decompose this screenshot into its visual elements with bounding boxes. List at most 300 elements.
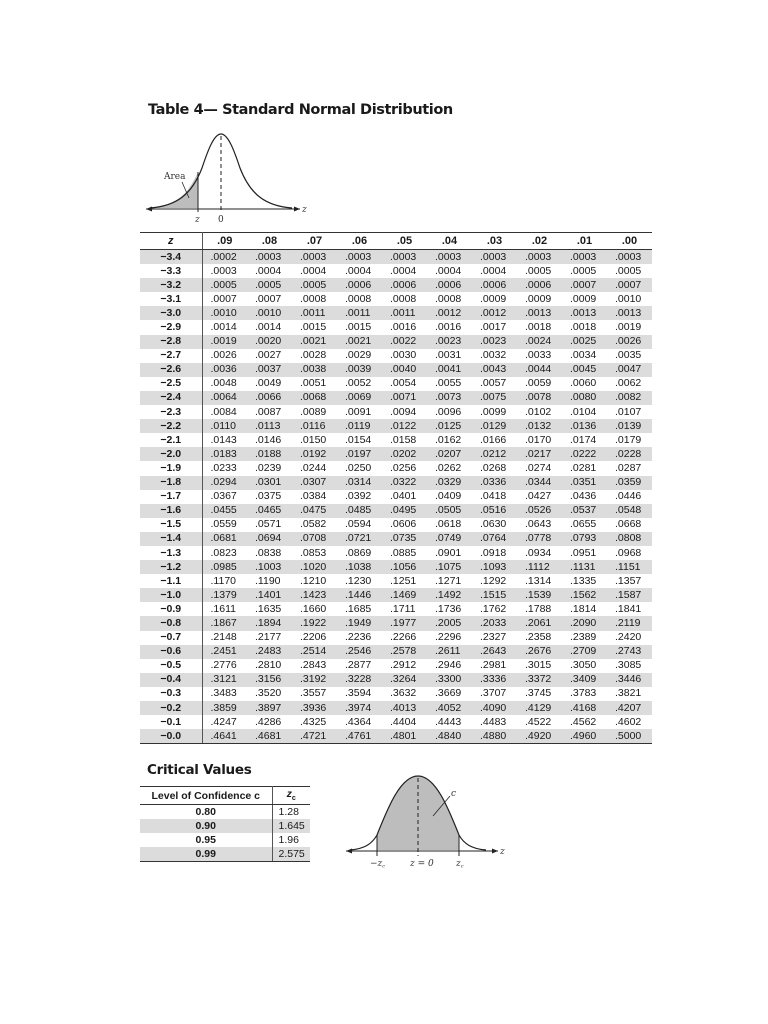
probability-cell: .0011 — [382, 306, 427, 320]
probability-cell: .4960 — [562, 729, 607, 744]
probability-cell: .0003 — [517, 250, 562, 265]
probability-cell: .2177 — [255, 631, 282, 644]
probability-cell: .0446 — [615, 490, 642, 503]
probability-cell: .0003 — [210, 264, 237, 277]
z-value-cell: −0.5 — [140, 659, 202, 673]
table-row — [140, 433, 652, 447]
probability-cell: .0287 — [615, 461, 642, 474]
z-value-cell: −2.7 — [140, 349, 202, 363]
probability-cell: .0314 — [337, 476, 382, 490]
probability-cell: .0367 — [210, 490, 237, 503]
z-value-cell: −3.1 — [140, 292, 202, 306]
probability-cell: .0003 — [562, 250, 607, 265]
probability-cell: .0262 — [435, 461, 462, 474]
probability-cell: .0322 — [382, 476, 427, 490]
table-row — [140, 645, 652, 659]
probability-cell: .0020 — [247, 335, 292, 349]
table-row — [140, 631, 652, 645]
probability-cell: .0250 — [345, 461, 372, 474]
probability-cell: .3228 — [337, 673, 382, 687]
probability-cell: .0885 — [390, 546, 417, 559]
probability-cell: .0024 — [517, 335, 562, 349]
probability-cell: .1660 — [300, 602, 327, 615]
axis-arrow-right — [294, 207, 300, 212]
probability-cell: .0014 — [255, 321, 282, 334]
probability-cell: .1949 — [337, 616, 382, 630]
probability-cell: .1112 — [517, 560, 562, 574]
central-area-normal-curve-figure — [342, 770, 512, 870]
probability-cell: .3156 — [247, 673, 292, 687]
probability-cell: .0465 — [247, 504, 292, 518]
probability-cell: .0228 — [607, 447, 652, 461]
probability-cell: .0005 — [525, 264, 552, 277]
probability-cell: .0104 — [570, 405, 597, 418]
probability-cell: .2119 — [607, 616, 652, 630]
probability-cell: .0013 — [517, 306, 562, 320]
probability-cell: .1020 — [292, 560, 337, 574]
probability-cell: .4562 — [570, 715, 597, 728]
probability-cell: .3121 — [202, 673, 247, 687]
probability-cell: .0068 — [292, 391, 337, 405]
probability-cell: .0202 — [382, 447, 427, 461]
probability-cell: .0035 — [615, 349, 642, 362]
z-value-cell: −2.1 — [140, 433, 202, 447]
zero-label: z = 0 — [410, 859, 434, 869]
probability-cell: .0002 — [202, 250, 247, 265]
probability-cell: .2877 — [345, 659, 372, 672]
probability-cell: .0207 — [427, 447, 472, 461]
probability-cell: .0013 — [562, 306, 607, 320]
probability-cell: .0233 — [210, 461, 237, 474]
svg-text:−zc — [370, 859, 385, 870]
zc-value-cell: 2.575 — [272, 847, 310, 862]
probability-cell: .0023 — [472, 335, 517, 349]
z-value-cell: −1.3 — [140, 546, 202, 560]
z-value-cell: −1.6 — [140, 504, 202, 518]
probability-cell: .0823 — [210, 546, 237, 559]
probability-cell: .3409 — [562, 673, 607, 687]
table-row — [140, 278, 652, 292]
probability-cell: .1003 — [247, 560, 292, 574]
probability-cell: .2578 — [382, 645, 427, 659]
z-value-cell: −0.6 — [140, 645, 202, 659]
probability-cell: .0239 — [255, 461, 282, 474]
probability-cell: .3085 — [615, 659, 642, 672]
table-row — [140, 546, 652, 560]
probability-cell: .0003 — [382, 250, 427, 265]
probability-cell: .3264 — [382, 673, 427, 687]
table-row — [140, 729, 652, 744]
probability-cell: .0012 — [427, 306, 472, 320]
z-value-cell: −1.5 — [140, 518, 202, 532]
probability-cell: .0039 — [337, 363, 382, 377]
probability-cell: .1894 — [247, 616, 292, 630]
probability-cell: .1190 — [255, 574, 281, 587]
probability-cell: .1271 — [435, 574, 462, 587]
probability-cell: .0009 — [525, 292, 552, 305]
probability-cell: .0294 — [202, 476, 247, 490]
pos-zc-label: z — [456, 859, 461, 869]
probability-cell: .0008 — [390, 292, 417, 305]
z-value-cell: −1.2 — [140, 560, 202, 574]
probability-cell: .0003 — [472, 250, 517, 265]
probability-cell: .0548 — [607, 504, 652, 518]
probability-cell: .2776 — [210, 659, 237, 672]
probability-cell: .0212 — [472, 447, 517, 461]
probability-cell: .1401 — [247, 588, 292, 602]
table-row — [140, 306, 652, 320]
probability-cell: .0021 — [337, 335, 382, 349]
probability-cell: .3015 — [525, 659, 552, 672]
probability-cell: .0017 — [480, 321, 507, 334]
probability-cell: .0021 — [292, 335, 337, 349]
column-header: .03 — [472, 233, 517, 250]
probability-cell: .0838 — [255, 546, 282, 559]
z-value-cell: −0.9 — [140, 602, 202, 616]
page-title: Table 4— Standard Normal Distribution — [148, 102, 453, 118]
critical-value-row — [140, 819, 310, 833]
table-row — [140, 476, 652, 490]
probability-cell: .4364 — [345, 715, 372, 728]
probability-cell: .0582 — [300, 518, 327, 531]
probability-cell: .2236 — [345, 631, 372, 644]
probability-cell: .2420 — [615, 631, 642, 644]
z-value-cell: −1.0 — [140, 588, 202, 602]
z-value-cell: −3.0 — [140, 306, 202, 320]
probability-cell: .0154 — [345, 433, 372, 446]
probability-cell: .4801 — [382, 729, 427, 744]
column-header: .07 — [292, 233, 337, 250]
area-label: Area — [164, 172, 186, 182]
probability-cell: .0119 — [337, 419, 382, 433]
probability-cell: .0010 — [202, 306, 247, 320]
zero-tick-label: 0 — [218, 215, 224, 225]
probability-cell: .0174 — [570, 433, 597, 446]
probability-cell: .0778 — [517, 532, 562, 546]
probability-cell: .0037 — [247, 363, 292, 377]
probability-cell: .0013 — [607, 306, 652, 320]
z-value-cell: −2.6 — [140, 363, 202, 377]
probability-cell: .3974 — [337, 701, 382, 715]
probability-cell: .0087 — [255, 405, 282, 418]
probability-cell: .2266 — [390, 631, 417, 644]
probability-cell: .0475 — [292, 504, 337, 518]
probability-cell: .1922 — [292, 616, 337, 630]
probability-cell: .0146 — [255, 433, 282, 446]
probability-cell: .0455 — [202, 504, 247, 518]
left-tail-normal-curve-figure — [142, 130, 312, 225]
probability-cell: .0968 — [615, 546, 642, 559]
probability-cell: .0007 — [210, 292, 237, 305]
table-row — [140, 377, 652, 391]
probability-cell: .2389 — [570, 631, 597, 644]
probability-cell: .0045 — [562, 363, 607, 377]
probability-cell: .0418 — [480, 490, 507, 503]
probability-cell: .0132 — [517, 419, 562, 433]
table-row — [140, 659, 652, 673]
probability-cell: .1093 — [472, 560, 517, 574]
probability-cell: .4880 — [472, 729, 517, 744]
probability-cell: .0004 — [480, 264, 507, 277]
probability-cell: .0004 — [345, 264, 372, 277]
table-row — [140, 405, 652, 419]
probability-cell: .0764 — [472, 532, 517, 546]
probability-cell: .1736 — [435, 602, 462, 615]
probability-cell: .4840 — [427, 729, 472, 744]
table-row — [140, 518, 652, 532]
probability-cell: .0027 — [255, 349, 282, 362]
probability-cell: .1446 — [337, 588, 382, 602]
confidence-level-cell: 0.95 — [140, 833, 272, 847]
probability-cell: .3557 — [300, 687, 327, 700]
probability-cell: .2611 — [427, 645, 472, 659]
probability-cell: .0011 — [292, 306, 337, 320]
probability-cell: .1788 — [525, 602, 552, 615]
zc-value-cell: 1.96 — [278, 834, 299, 846]
probability-cell: .0069 — [337, 391, 382, 405]
z-value-cell: −2.9 — [140, 320, 202, 334]
probability-cell: .0116 — [292, 419, 337, 433]
probability-cell: .0082 — [607, 391, 652, 405]
probability-cell: .3669 — [435, 687, 462, 700]
probability-cell: .1357 — [615, 574, 642, 587]
probability-cell: .0351 — [562, 476, 607, 490]
probability-cell: .0008 — [435, 292, 462, 305]
probability-cell: .0026 — [210, 349, 237, 362]
probability-cell: .2643 — [472, 645, 517, 659]
probability-cell: .0030 — [390, 349, 417, 362]
probability-cell: .4129 — [517, 701, 562, 715]
probability-cell: .0526 — [517, 504, 562, 518]
probability-cell: .0934 — [525, 546, 552, 559]
probability-cell: .3336 — [472, 673, 517, 687]
probability-cell: .4681 — [247, 729, 292, 744]
probability-cell: .0049 — [255, 377, 282, 390]
probability-cell: .0025 — [562, 335, 607, 349]
probability-cell: .0281 — [570, 461, 597, 474]
probability-cell: .0047 — [607, 363, 652, 377]
probability-cell: .0537 — [562, 504, 607, 518]
probability-cell: .0033 — [525, 349, 552, 362]
probability-cell: .4090 — [472, 701, 517, 715]
probability-cell: .0048 — [210, 377, 237, 390]
probability-cell: .0008 — [300, 292, 327, 305]
probability-cell: .0694 — [247, 532, 292, 546]
probability-cell: .0301 — [247, 476, 292, 490]
probability-cell: .0571 — [255, 518, 282, 531]
probability-cell: .4920 — [517, 729, 562, 744]
probability-cell: .0073 — [427, 391, 472, 405]
probability-cell: .2327 — [480, 631, 507, 644]
probability-cell: .0075 — [472, 391, 517, 405]
table-row — [140, 250, 652, 265]
table-row — [140, 419, 652, 433]
z-value-cell: −3.4 — [140, 250, 202, 265]
probability-cell: .0217 — [517, 447, 562, 461]
critical-value-row — [140, 805, 310, 820]
probability-cell: .2709 — [562, 645, 607, 659]
probability-cell: .4721 — [292, 729, 337, 744]
probability-cell: .0041 — [427, 363, 472, 377]
critical-values-header-row — [140, 787, 310, 805]
probability-cell: .2451 — [202, 645, 247, 659]
z-value-cell: −2.5 — [140, 377, 202, 391]
probability-cell: .0268 — [480, 461, 507, 474]
probability-cell: .0034 — [570, 349, 597, 362]
probability-cell: .0606 — [390, 518, 417, 531]
probability-cell: .4602 — [615, 715, 642, 728]
z-value-cell: −0.1 — [140, 715, 202, 729]
probability-cell: .4404 — [390, 715, 417, 728]
probability-cell: .2483 — [247, 645, 292, 659]
table-row — [140, 320, 652, 334]
probability-cell: .2296 — [435, 631, 462, 644]
probability-cell: .4052 — [427, 701, 472, 715]
confidence-level-cell: 0.80 — [140, 805, 272, 820]
probability-cell: .0055 — [435, 377, 462, 390]
probability-cell: .2676 — [517, 645, 562, 659]
z-value-cell: −2.2 — [140, 419, 202, 433]
probability-cell: .0003 — [337, 250, 382, 265]
probability-cell: .3446 — [607, 673, 652, 687]
probability-cell: .4641 — [202, 729, 247, 744]
table-row — [140, 560, 652, 574]
probability-cell: .0022 — [382, 335, 427, 349]
probability-cell: .0183 — [202, 447, 247, 461]
probability-cell: .0003 — [247, 250, 292, 265]
z-value-cell: −2.0 — [140, 447, 202, 461]
probability-cell: .1492 — [427, 588, 472, 602]
standard-normal-table — [140, 232, 652, 744]
probability-cell: .0096 — [435, 405, 462, 418]
z-value-cell: −1.7 — [140, 490, 202, 504]
probability-cell: .1075 — [427, 560, 472, 574]
probability-cell: .0003 — [427, 250, 472, 265]
probability-cell: .4168 — [562, 701, 607, 715]
column-header: .00 — [607, 233, 652, 250]
probability-cell: .0427 — [525, 490, 552, 503]
table-row — [140, 616, 652, 630]
probability-cell: .4286 — [255, 715, 282, 728]
z-value-cell: −1.1 — [140, 574, 202, 588]
probability-cell: .0006 — [472, 278, 517, 292]
table-row — [140, 574, 652, 588]
probability-cell: .0179 — [615, 433, 642, 446]
probability-cell: .1170 — [210, 574, 236, 587]
probability-cell: .0630 — [480, 518, 507, 531]
probability-cell: .2033 — [472, 616, 517, 630]
probability-cell: .0071 — [382, 391, 427, 405]
probability-cell: .0059 — [525, 377, 552, 390]
probability-cell: .1611 — [210, 602, 236, 615]
table-row — [140, 349, 652, 363]
probability-cell: .0668 — [615, 518, 642, 531]
probability-cell: .0084 — [210, 405, 237, 418]
probability-cell: .0735 — [382, 532, 427, 546]
confidence-level-cell: 0.99 — [140, 847, 272, 862]
probability-cell: .1841 — [615, 602, 642, 615]
probability-cell: .0015 — [345, 321, 372, 334]
probability-cell: .0014 — [210, 321, 237, 334]
table-row — [140, 264, 652, 278]
probability-cell: .1335 — [570, 574, 597, 587]
z-value-cell: −2.8 — [140, 335, 202, 349]
probability-cell: .0594 — [345, 518, 372, 531]
z-value-cell: −0.2 — [140, 701, 202, 715]
probability-cell: .0125 — [427, 419, 472, 433]
table-row — [140, 701, 652, 715]
probability-cell: .1977 — [382, 616, 427, 630]
probability-cell: .0392 — [345, 490, 372, 503]
column-header: .02 — [517, 233, 562, 250]
probability-cell: .0139 — [607, 419, 652, 433]
zc-value-cell: 1.645 — [272, 819, 310, 833]
table-row — [140, 447, 652, 461]
probability-cell: .0004 — [300, 264, 327, 277]
probability-cell: .0129 — [472, 419, 517, 433]
probability-cell: .0016 — [435, 321, 462, 334]
probability-cell: .0401 — [390, 490, 417, 503]
probability-cell: .0066 — [247, 391, 292, 405]
probability-cell: .2148 — [210, 631, 237, 644]
axis-arrow-right — [492, 849, 498, 854]
probability-cell: .0080 — [562, 391, 607, 405]
table-row — [140, 335, 652, 349]
probability-cell: .0808 — [607, 532, 652, 546]
probability-cell: .0057 — [480, 377, 507, 390]
probability-cell: .0853 — [300, 546, 327, 559]
probability-cell: .4325 — [300, 715, 327, 728]
probability-cell: .2090 — [562, 616, 607, 630]
probability-cell: .0005 — [570, 264, 597, 277]
axis-z-label: z — [500, 847, 505, 857]
probability-cell: .2946 — [435, 659, 462, 672]
probability-cell: .1210 — [300, 574, 327, 587]
probability-cell: .4483 — [480, 715, 507, 728]
probability-cell: .4207 — [607, 701, 652, 715]
probability-cell: .1469 — [382, 588, 427, 602]
z-value-cell: −0.4 — [140, 673, 202, 687]
table-row — [140, 461, 652, 475]
probability-cell: .0869 — [345, 546, 372, 559]
probability-cell: .3745 — [525, 687, 552, 700]
probability-cell: .2206 — [300, 631, 327, 644]
critical-values-title: Critical Values — [147, 762, 252, 778]
probability-cell: .0793 — [562, 532, 607, 546]
probability-cell: .0006 — [382, 278, 427, 292]
probability-cell: .0708 — [292, 532, 337, 546]
probability-cell: .2912 — [390, 659, 417, 672]
pos-zc-sub: c — [460, 863, 464, 870]
probability-cell: .0011 — [337, 306, 382, 320]
probability-cell: .0143 — [210, 433, 237, 446]
probability-cell: .0016 — [390, 321, 417, 334]
probability-cell: .0004 — [390, 264, 417, 277]
probability-cell: .0985 — [202, 560, 247, 574]
z-value-cell: −3.3 — [140, 264, 202, 278]
probability-cell: .0043 — [472, 363, 517, 377]
probability-cell: .0329 — [427, 476, 472, 490]
table-row — [140, 588, 652, 602]
critical-value-row — [140, 847, 310, 862]
probability-cell: .0384 — [300, 490, 327, 503]
probability-cell: .0023 — [427, 335, 472, 349]
probability-cell: .0038 — [292, 363, 337, 377]
probability-cell: .1867 — [202, 616, 247, 630]
probability-cell: .0274 — [525, 461, 552, 474]
probability-cell: .3050 — [570, 659, 597, 672]
svg-text:zc — [455, 859, 464, 870]
